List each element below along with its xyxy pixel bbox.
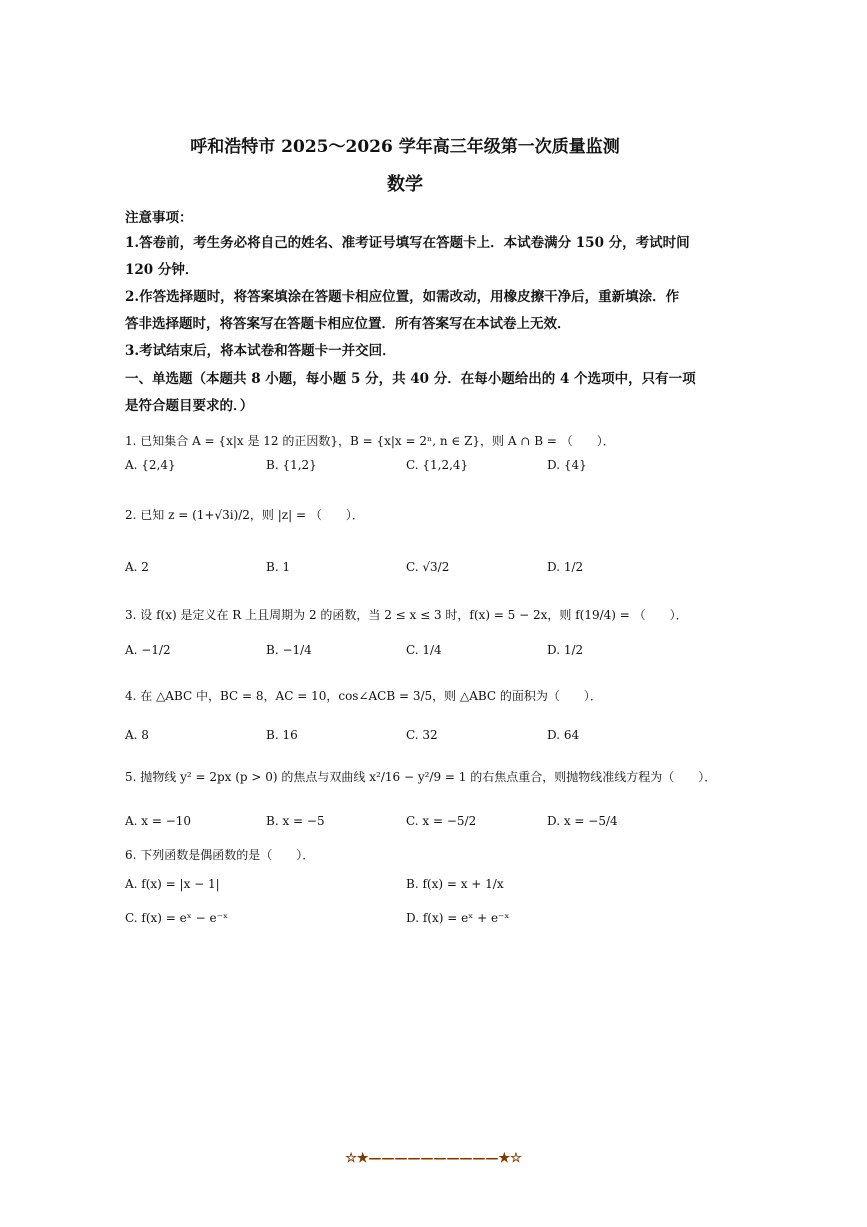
question-3-option-a: A. −1/2 [125,643,171,657]
question-4-option-d: D. 64 [547,728,580,742]
question-6-option-b: B. f(x) = x + 1/x [406,877,504,891]
note-1a: 1.答卷前，考生务必将自己的姓名、准考证号填写在答题卡上．本试卷满分 150 分，考试时间 [125,235,690,251]
question-1-option-b: B. {1,2} [266,458,317,472]
question-6-option-d: D. f(x) = eˣ + e⁻ˣ [406,911,510,925]
note-3: 3.考试结束后，将本试卷和答题卡一并交回． [125,343,396,359]
question-5-option-b: B. x = −5 [266,814,325,828]
question-2-option-c: C. √3/2 [406,560,450,574]
question-1-option-d: D. {4} [547,458,587,472]
question-5-option-c: C. x = −5/2 [406,814,477,828]
question-1-option-c: C. {1,2,4} [406,458,469,472]
question-5-option-a: A. x = −10 [125,814,192,828]
question-4-option-c: C. 32 [406,728,438,742]
section-heading-line2: 是符合题目要求的．） [125,398,254,414]
question-3-option-c: C. 1/4 [406,643,442,657]
section-heading-line1: 一、单选题（本题共 8 小题，每小题 5 分，共 40 分．在每小题给出的 4 个选项中，只有一项 [125,371,696,387]
question-2-stem: 2. 已知 z = (1+√3i)/2，则 |z| = （ ）． [125,508,364,522]
note-1b: 120 分钟． [125,262,199,278]
question-4-option-b: B. 16 [266,728,298,742]
question-3-stem: 3. 设 f(x) 是定义在 R 上且周期为 2 的函数，当 2 ≤ x ≤ 3 时，f(x) = 5 − 2x，则 f(19/4) = （ ）． [125,608,688,622]
question-3-option-d: D. 1/2 [547,643,584,657]
question-4-option-a: A. 8 [125,728,149,742]
question-2-option-b: B. 1 [266,560,291,574]
notes-heading: 注意事项： [125,210,193,226]
question-5-option-d: D. x = −5/4 [547,814,618,828]
note-2a: 2.作答选择题时，将答案填涂在答题卡相应位置，如需改动，用橡皮擦干净后，重新填涂．作 [125,289,680,305]
question-4-stem: 4. 在 △ABC 中，BC = 8，AC = 10，cos∠ACB = 3/5，则 △ABC 的面积为（ ）． [125,689,602,703]
page-footer: ☆★——————————★☆ [345,1151,522,1166]
question-6-option-c: C. f(x) = eˣ − e⁻ˣ [125,911,229,925]
question-2-option-d: D. 1/2 [547,560,584,574]
question-2-option-a: A. 2 [125,560,149,574]
page-title: 呼和浩特市 2025～2026 学年高三年级第一次质量监测 [190,137,620,157]
question-3-option-b: B. −1/4 [266,643,312,657]
subject-title: 数学 [387,174,423,195]
question-1-option-a: A. {2,4} [125,458,176,472]
question-1-stem: 1. 已知集合 A = {x|x 是 12 的正因数}，B = {x|x = 2ⁿ, n ∈ Z}，则 A ∩ B = （ ）． [125,434,615,448]
question-5-stem: 5. 抛物线 y² = 2px (p > 0) 的焦点与双曲线 x²/16 − y²/9 = 1 的右焦点重合，则抛物线准线方程为（ ）． [125,770,717,784]
question-6-option-a: A. f(x) = |x − 1| [125,877,220,891]
question-6-stem: 6. 下列函数是偶函数的是（ ）． [125,848,315,862]
note-2b: 答非选择题时，将答案写在答题卡相应位置．所有答案写在本试卷上无效． [125,316,571,332]
